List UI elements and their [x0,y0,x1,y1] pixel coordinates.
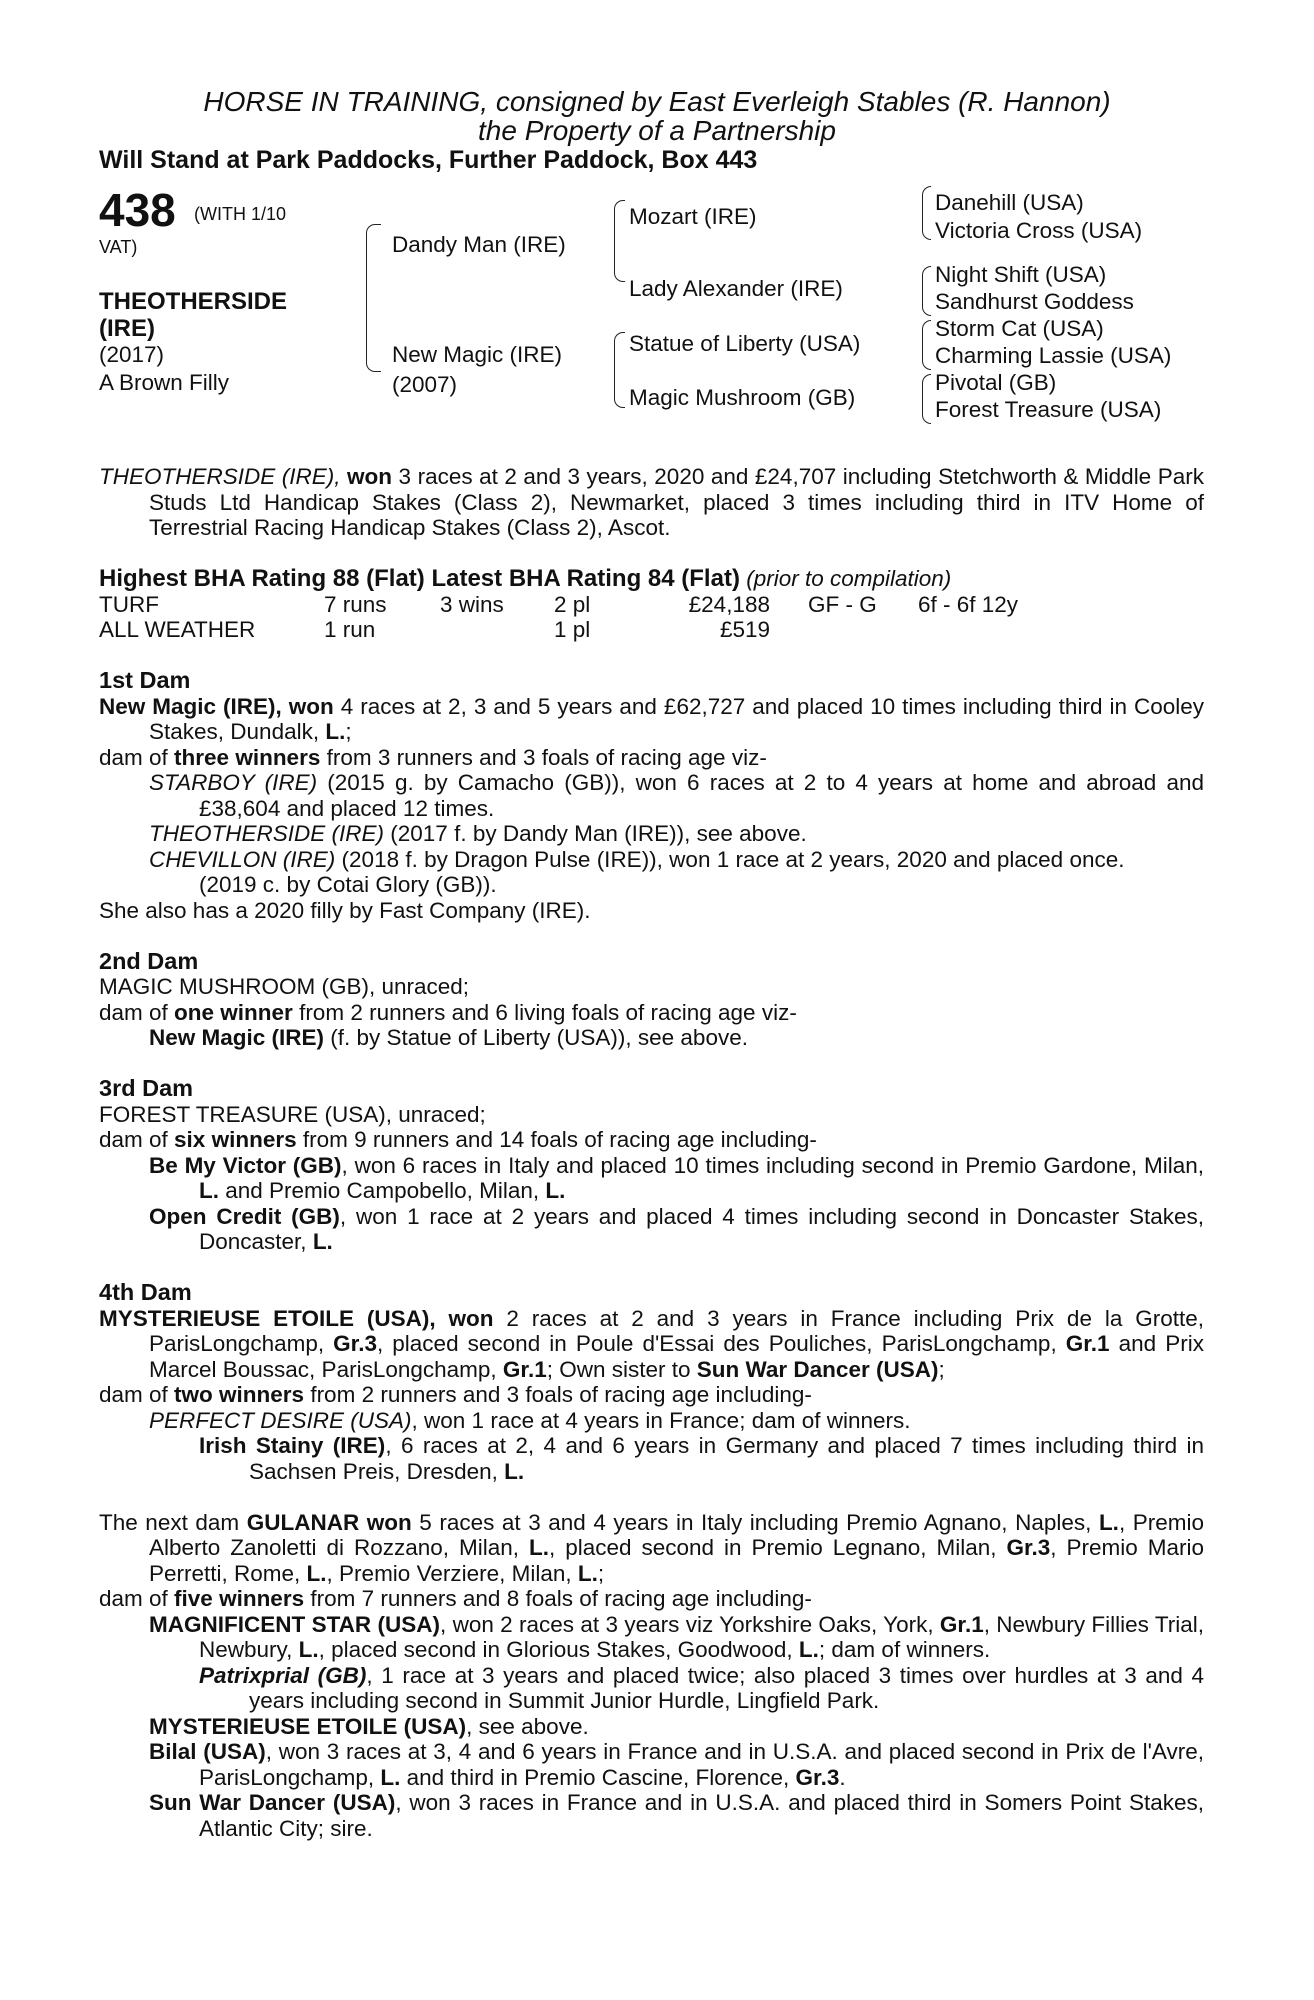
pedigree-brace [614,332,625,408]
text: , placed second in Poule d'Essai des Pouliches, ParisLongchamp, [376,1331,1066,1356]
produce-text: , won 2 races at 3 years viz Yorkshire Oaks, York, [439,1611,940,1637]
stats-cell [918,617,1018,643]
great-grandparent: Storm Cat (USA) [935,316,1104,341]
text: dam of [99,1586,175,1611]
race-record-text: 3 races at 2 and 3 years, 2020 and £24,707 including Stetchworth & Middle Park Studs Ltd Handicap Stakes (Class 2), Newmarket, placed 3 times including third in ITV Home of Terrestrial Racing Handicap Stakes (Class 2), Ascot. [149,464,1204,540]
first-dam-produce [99,745,1204,771]
produce-entry [99,1612,1204,1663]
group-mark: Gr.1 [939,1611,984,1637]
text: , Premio Alberto Zanoletti di Rozzano, Milan, [149,1509,1204,1560]
produce-text: , won 3 races in France and in U.S.A. and placed third in Somers Point Stakes, Atlantic City; sire. [199,1790,1205,1841]
produce-name: Irish Stainy (IRE) [199,1433,386,1458]
produce-text: (2017 f. by Dandy Man (IRE)), see above. [384,821,807,846]
next-dam-produce [99,1586,1204,1612]
produce-name: STARBOY (IRE) [149,770,318,795]
produce-text: , won 1 race at 4 years in France; dam of winners. [411,1407,911,1433]
dam-year: (2007) [392,372,458,397]
produce-text: , 1 race at 3 years and placed twice; also placed 3 times over hurdles at 3 and 4 years including second in Summit Junior Hurdle, Lingfield Park. [249,1662,1204,1713]
produce-text: (2015 g. by Camacho (GB)), won 6 races at 2 to 4 years at home and abroad and £38,604 and placed 12 times. [199,770,1204,821]
next-dam-name: GULANAR [246,1509,360,1535]
text: 2 races at 2 and 3 years in France including Prix de la Grotte, ParisLongchamp, [149,1305,1204,1356]
stats-cell: 1 pl [554,617,591,642]
stats-table [99,592,1018,643]
horse-year: (2017) [99,342,165,367]
consignor-line: HORSE IN TRAINING, consigned by East Everleigh Stables (R. Hannon) [203,86,1111,117]
text: dam of [99,1382,175,1407]
sire-sire: Mozart (IRE) [629,204,757,229]
great-grandparent: Sandhurst Goddess [935,289,1134,314]
horse-name-ref: THEOTHERSIDE (IRE), [99,464,341,489]
third-dam-heading: 3rd Dam [99,1075,194,1101]
great-grandparent: Danehill (USA) [935,190,1084,215]
produce-entry [99,847,1204,873]
group-mark: Gr.3 [1006,1535,1051,1560]
location-line: Will Stand at Park Paddocks, Further Paddock, Box 443 [99,146,758,174]
produce-name: Bilal (USA) [149,1739,266,1764]
punct: ; [345,719,352,744]
produce-name: New Magic (IRE) [149,1025,325,1050]
text: from 2 runners and 3 foals of racing age including- [304,1382,812,1407]
text: and Prix Marcel Boussac, ParisLongchamp, [149,1331,1204,1382]
dam: New Magic (IRE) [392,342,563,367]
won-label: won [347,464,393,489]
text: ; Own sister to [546,1356,697,1382]
text: dam of [99,999,175,1025]
produce-text: and Premio Campobello, Milan, [219,1178,546,1203]
fourth-dam-record [99,1306,1204,1383]
second-dam-produce [99,1000,1204,1026]
pedigree-brace [922,374,931,424]
pedigree-brace [922,266,931,316]
produce-text: (f. by Statue of Liberty (USA)), see above. [324,1025,748,1050]
stats-cell: £24,188 [688,591,770,617]
produce-name: THEOTHERSIDE (IRE) [149,821,385,846]
great-grandparent: Charming Lassie (USA) [935,343,1172,368]
vat-note-cont: VAT) [99,237,138,257]
produce-text: and third in Premio Cascine, Florence, [400,1764,796,1790]
stats-cell [808,617,918,643]
produce-text: (2018 f. by Dragon Pulse (IRE)), won 1 race at 2 years, 2020 and placed once. [335,846,1125,872]
listed-mark: L. [798,1637,819,1662]
great-grandparent: Victoria Cross (USA) [935,218,1143,243]
group-mark: Gr.3 [333,1331,377,1356]
pedigree-brace [922,186,931,240]
produce-entry [99,1663,1204,1714]
text: dam of [99,1127,175,1152]
stats-cell [440,617,554,643]
stats-cell: £519 [719,617,770,642]
text: , Premio Mario Perretti, Rome, [149,1535,1204,1586]
horse-country: (IRE) [99,315,155,342]
lot-number: 438 [99,184,176,236]
stats-cell: TURF [99,591,159,617]
produce-text: , placed second in Glorious Stakes, Goodwood, [318,1637,799,1662]
sire-dam: Lady Alexander (IRE) [629,276,843,301]
stats-cell: 2 pl [554,591,591,617]
group-mark: Gr.1 [1065,1331,1110,1356]
produce-entry [99,821,1204,847]
text: from 9 runners and 14 foals of racing age including- [296,1127,817,1152]
produce-entry: Bilal (USA), won 3 races at 3, 4 and 6 years in France and in U.S.A. and placed second in Prix de l'Avre, ParisLongchamp, L. and third in Premio Cascine, Florence, Gr.3. [149,1739,1204,1790]
great-grandparent: Forest Treasure (USA) [935,397,1162,422]
produce-name: Patrixprial (GB) [199,1662,367,1688]
produce-text: , won 3 races at 3, 4 and 6 years in France and in U.S.A. and placed second in Prix de l'Avre, ParisLongchamp, [199,1739,1204,1790]
winners-count: two winners [174,1382,305,1407]
great-grandparent: Pivotal (GB) [935,370,1057,395]
stats-row-aw [99,617,1018,643]
produce-entry: (2019 c. by Cotai Glory (GB)). [199,872,497,897]
text: from 2 runners and 6 living foals of racing age viz- [292,999,797,1025]
produce-name: Open Credit (GB) [149,1203,340,1229]
produce-entry [99,1153,1204,1204]
group-mark: Gr.3 [795,1764,840,1790]
produce-entry [99,770,1204,821]
first-dam-name: New Magic (IRE), won [99,693,334,719]
dam-dam: Magic Mushroom (GB) [629,385,856,410]
ratings-block [99,566,1199,643]
winners-count: five winners [174,1586,305,1611]
text: , Premio Verziere, Milan, [326,1560,578,1586]
produce-entry [99,1714,1204,1740]
listed-mark: L. [199,1178,219,1203]
produce-note: She also has a 2020 filly by Fast Company (IRE). [99,897,591,923]
produce-entry [99,1025,1204,1051]
produce-entry [99,1790,1204,1841]
produce-entry [99,1433,1204,1484]
text: from 3 runners and 3 foals of racing age viz- [320,744,767,770]
produce-name: Be My Victor (GB) [149,1152,342,1178]
property-line: the Property of a Partnership [478,115,836,146]
listed-mark: L. [312,1229,333,1254]
listed-mark: L. [380,1764,401,1790]
produce-name: Sun War Dancer (USA) [149,1790,396,1815]
stats-cell: 6f - 6f 12y [918,591,1019,617]
punct: ; [597,1560,605,1586]
produce-name: MYSTERIEUSE ETOILE (USA) [149,1713,467,1739]
dam-line-section [99,668,1204,1841]
text: dam of [99,744,175,770]
pedigree-brace [614,200,625,282]
stats-cell: 3 wins [440,591,504,617]
bha-ratings: Highest BHA Rating 88 (Flat) Latest BHA Rating 84 (Flat) [99,565,740,592]
listed-mark: L. [306,1560,327,1586]
stats-cell: ALL WEATHER [99,617,256,642]
second-dam-record: MAGIC MUSHROOM (GB), unraced; [99,974,470,999]
winners-count: three winners [174,744,321,770]
next-dam-record [99,1510,1204,1587]
pedigree-brace [366,224,381,372]
winners-count: six winners [174,1127,297,1152]
listed-mark: L. [529,1535,549,1560]
listed-mark: L. [298,1637,319,1662]
race-record [99,464,1204,541]
produce-text: ; dam of winners. [818,1637,991,1662]
sire: Dandy Man (IRE) [392,232,566,257]
punct: ; [938,1356,945,1382]
produce-text: , won 1 race at 2 years and placed 4 times including second in Doncaster Stakes, Doncaster, [199,1203,1205,1254]
first-dam-heading: 1st Dam [99,667,191,693]
text: from 7 runners and 8 foals of racing age including- [304,1586,812,1611]
produce-text: , 6 races at 2, 4 and 6 years in Germany and placed 7 times including third in Sachsen Preis, Dresden, [249,1433,1204,1484]
produce-name: MAGNIFICENT STAR (USA) [149,1611,440,1637]
listed-mark: L. [504,1458,525,1484]
produce-text: , won 6 races in Italy and placed 10 times including second in Premio Gardone, Milan, [341,1152,1204,1178]
listed-mark: L. [545,1178,566,1203]
listed-mark: L. [1098,1509,1119,1535]
won-label: won [366,1509,412,1535]
horse-name: THEOTHERSIDE [99,288,288,315]
fourth-dam-heading: 4th Dam [99,1279,192,1305]
winners-count: one winner [174,999,293,1025]
stats-row-turf [99,592,1018,618]
stats-cell: 7 runs [324,591,387,617]
stats-cell: 1 run [324,617,376,642]
text: 5 races at 3 and 4 years in Italy including Premio Agnano, Naples, [411,1509,1099,1535]
fourth-dam-name: MYSTERIEUSE ETOILE (USA), won [99,1305,494,1331]
produce-entry [99,1408,1204,1434]
second-dam-heading: 2nd Dam [99,947,199,974]
listed-mark: L. [325,719,346,744]
listed-mark: L. [577,1560,598,1586]
produce-entry [99,1204,1204,1255]
pedigree-brace [922,320,931,370]
dam-sire: Statue of Liberty (USA) [629,331,861,356]
text: , placed second in Premio Legnano, Milan, [549,1535,1007,1560]
text: The next dam [99,1509,247,1535]
produce-text: , Newbury Fillies Trial, Newbury, [199,1611,1205,1662]
produce-text: , see above. [466,1713,589,1739]
third-dam-produce [99,1127,1204,1153]
produce-name: PERFECT DESIRE (USA) [149,1407,412,1433]
fourth-dam-produce [99,1382,1204,1408]
great-grandparent: Night Shift (USA) [935,262,1107,287]
horse-description: A Brown Filly [99,370,230,395]
stats-cell: GF - G [808,591,877,617]
vat-note: (WITH 1/10 [194,204,287,224]
ratings-note: (prior to compilation) [746,566,952,591]
sibling-name: Sun War Dancer (USA) [696,1356,939,1382]
produce-name: CHEVILLON (IRE) [149,846,336,872]
first-dam-text: 4 races at 2, 3 and 5 years and £62,727 and placed 10 times including third in Cooley Stakes, Dundalk, [149,693,1205,744]
group-mark: Gr.1 [502,1356,547,1382]
third-dam-record: FOREST TREASURE (USA), unraced; [99,1101,486,1127]
first-dam-record [99,694,1204,745]
